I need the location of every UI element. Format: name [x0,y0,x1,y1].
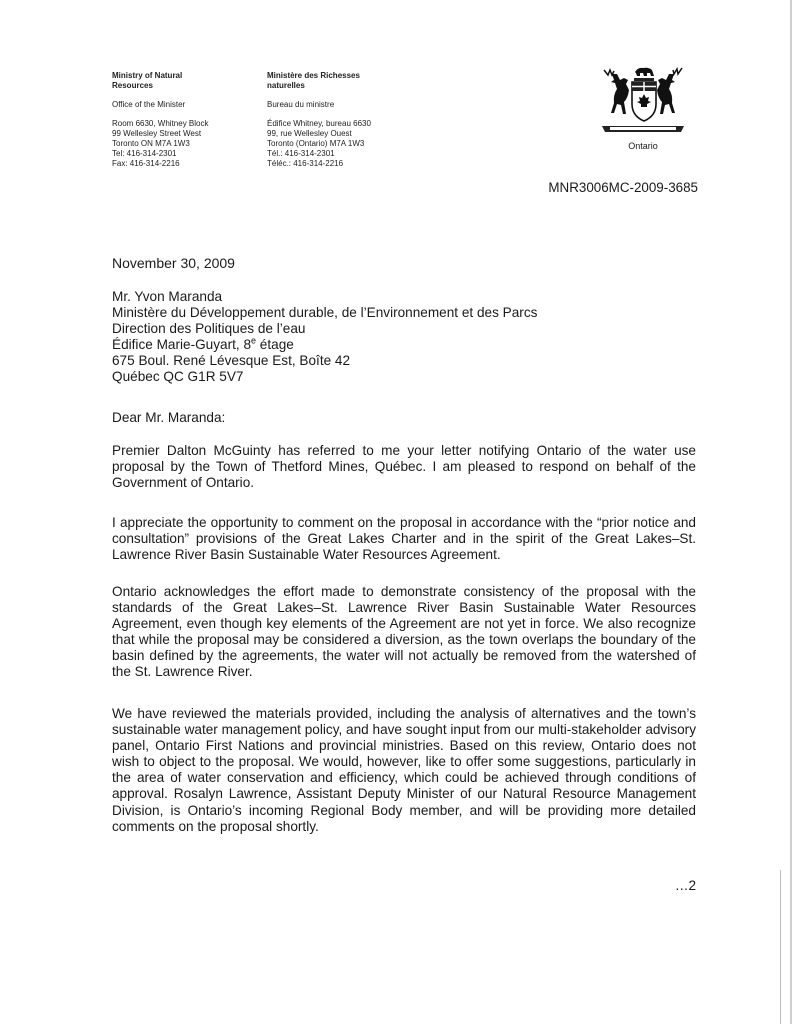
recipient-building [112,337,712,353]
recipient-building-text: Édifice Marie-Guyart, 8 [112,337,252,353]
ministry-name-en-line2: Resources [112,81,153,90]
recipient-city: Québec QC G1R 5V7 [112,369,244,385]
paragraph-3: Ontario acknowledges the effort made to demonstrate consistency of the proposal with the standards of the Great Lakes–St. Lawrence River Basin Sustainable Water Resources Agreement, even though key elements of the Agreement are not yet in force. We also recognize that while the proposal may be considered a diversion, as the town overlaps the boundary of the basin defined by the agreements, the water will not actually be removed from the watershed of the St. Lawrence River. [112,584,696,680]
phone-en: Tel: 416-314-2301 [112,149,177,158]
fax-en: Fax: 416-314-2216 [112,159,180,168]
address-fr-line1: Édifice Whitney, bureau 6630 [267,119,371,128]
recipient-street: 675 Boul. René Lévesque Est, Boîte 42 [112,353,351,369]
ontario-crest [598,64,688,154]
address-fr-line3: Toronto (Ontario) M7A 1W3 [267,139,365,148]
address-en-line2: 99 Wellesley Street West [112,129,202,138]
ministry-name-en-line1: Ministry of Natural [112,71,183,80]
paragraph-2: I appreciate the opportunity to comment on the proposal in accordance with the “prior notice and consultation” provisions of the Great Lakes Charter and in the spirit of the Great Lakes–St. Lawrence River Basin Sustainable Water Resources Agreement. [112,515,696,563]
phone-fr: Tél.: 416-314-2301 [267,149,335,158]
address-fr-line2: 99, rue Wellesley Ouest [267,129,352,138]
scan-edge-lower [780,870,781,1024]
recipient-floor-suffix: étage [256,337,294,353]
office-fr: Bureau du ministre [267,100,335,109]
ministry-name-fr-line2: naturelles [267,81,305,90]
salutation: Dear Mr. Maranda: [112,410,226,425]
letter-date: November 30, 2009 [112,255,235,271]
address-en-line1: Room 6630, Whitney Block [112,119,209,128]
crest-label: Ontario [628,141,658,151]
recipient-ministry: Ministère du Développement durable, de l’Environnement et des Parcs [112,305,538,321]
recipient-floor-superscript: e [251,335,257,346]
recipient-address [112,289,712,386]
address-en-line3: Toronto ON M7A 1W3 [112,139,190,148]
letterhead-french [267,71,407,169]
page-continuation-marker: …2 [674,878,696,893]
office-en: Office of the Minister [112,100,186,109]
paragraph-4: We have reviewed the materials provided, including the analysis of alternatives and the town’s sustainable water management policy, and have sought input from our multi-stakeholder advisory panel, Ontario First Nations and provincial ministries. Based on this review, Ontario does not wish to object to the proposal. We would, however, like to offer some suggestions, particularly in the area of water conservation and efficiency, which could be achieved through conditions of approval. Rosalyn Lawrence, Assistant Deputy Minister of our Natural Resource Management Division, is Ontario’s incoming Regional Body member, and will be providing more detailed comments on the proposal shortly. [112,706,696,834]
reference-number: MNR3006MC-2009-3685 [548,180,698,195]
coat-of-arms-icon [598,64,688,140]
paragraph-1: Premier Dalton McGuinty has referred to me your letter notifying Ontario of the water use proposal by the Town of Thetford Mines, Québec. I am pleased to respond on behalf of the Government of Ontario. [112,443,696,491]
recipient-name: Mr. Yvon Maranda [112,289,223,304]
ministry-name-fr-line1: Ministère des Richesses [267,71,360,80]
fax-fr: Téléc.: 416-314-2216 [267,159,344,168]
recipient-department: Direction des Politiques de l’eau [112,321,306,337]
letterhead-english [112,71,247,169]
